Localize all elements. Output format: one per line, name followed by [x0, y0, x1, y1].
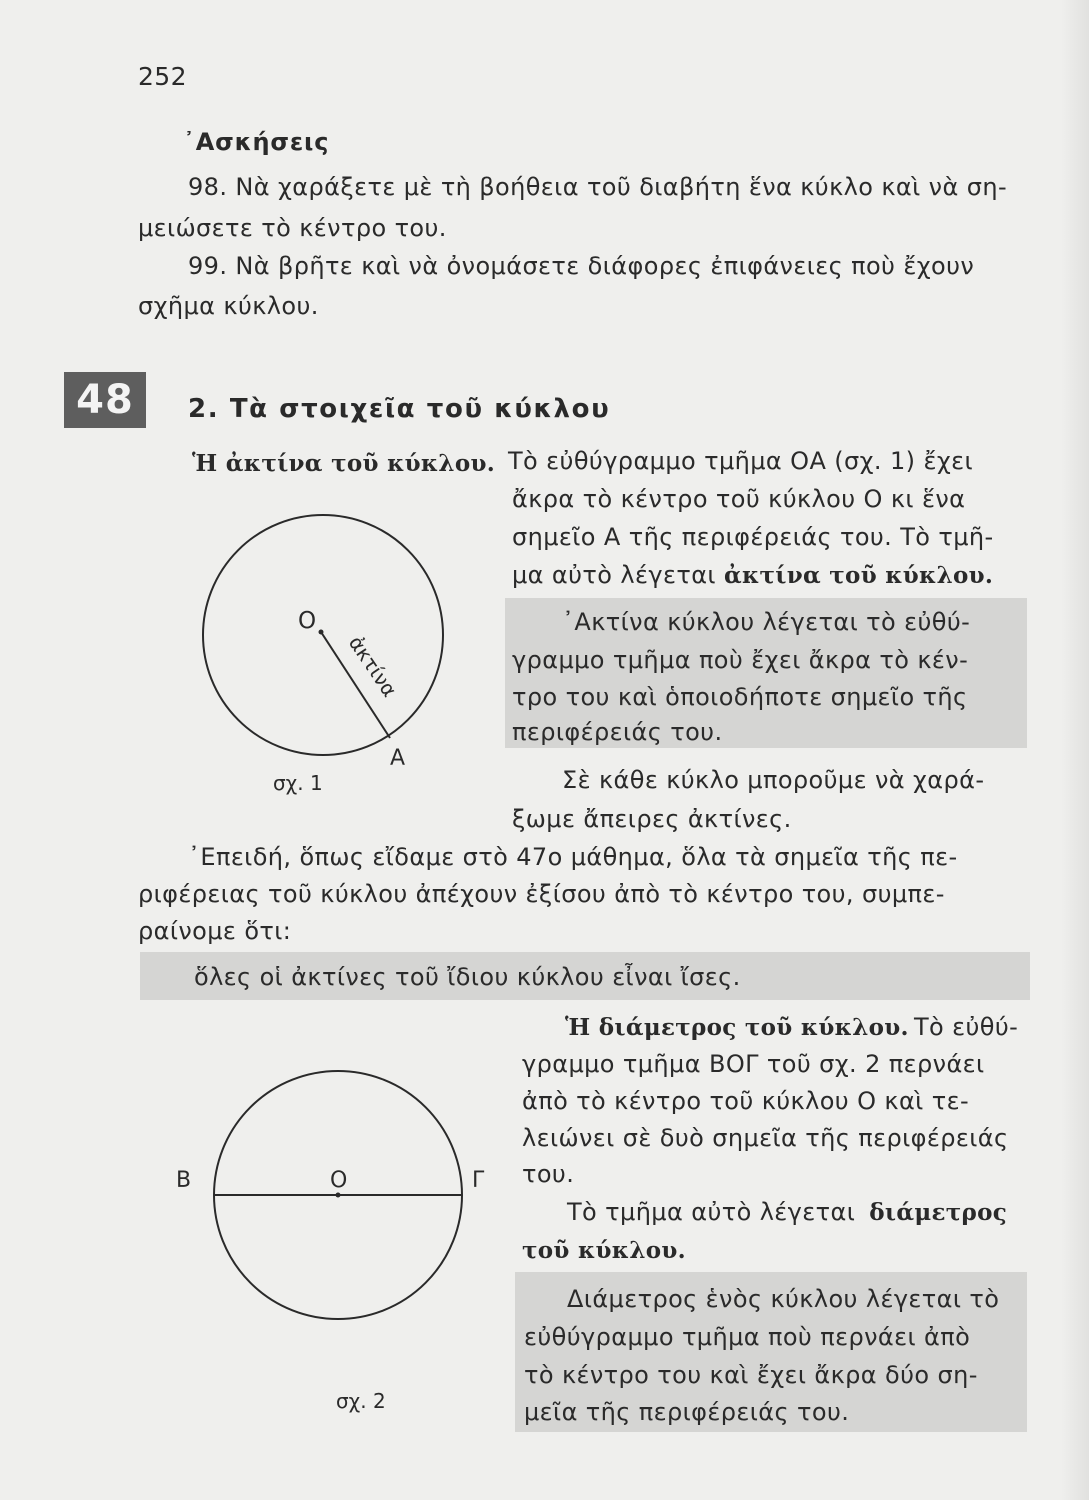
diameter-line-1-rest: Τὸ εὐθύ- [913, 1013, 1019, 1041]
diameter-definition-line-3: τὸ κέντρο του καὶ ἔχει ἄκρα δύο ση- [524, 1361, 978, 1389]
diameter-definition-line-2: εὐθύγραμμο τμῆμα ποὺ περνάει ἀπὸ [524, 1323, 971, 1351]
radius-term: Ἡ ἀκτίνα τοῦ κύκλου. [192, 450, 496, 477]
fig1-radius-label: ἀκτίνα [343, 631, 402, 702]
radius-text-line-2: ἄκρα τὸ κέντρο τοῦ κύκλου Ο κι ἕνα [512, 485, 966, 513]
diameter-term: Ἡ διάμετρος τοῦ κύκλου. [565, 1014, 909, 1041]
radius-definition-line-1: ᾿Ακτίνα κύκλου λέγεται τὸ εὐθύ- [562, 608, 971, 636]
page-number: 252 [138, 62, 187, 91]
diameter-line-1 [565, 1013, 1018, 1041]
exercises-heading: ᾿Ασκήσεις [183, 128, 330, 156]
conclusion-text: ὅλες οἱ ἀκτίνες τοῦ ἴδιου κύκλου εἶναι ἴσες. [194, 963, 741, 991]
fig2-left-label: Β [176, 1168, 192, 1193]
fig1-point-label: Α [390, 746, 406, 771]
radius-line-4-plain: μα αὐτὸ λέγεται [512, 561, 716, 589]
diameter-line-5: του. [522, 1160, 575, 1188]
fig1-center-point [319, 630, 324, 635]
fig1-center-label: Ο [298, 608, 317, 634]
diameter-called-bold-2: τοῦ κύκλου. [522, 1237, 686, 1264]
figure-2 [160, 1060, 500, 1420]
fig1-caption: σχ. 1 [273, 771, 323, 795]
radius-definition-line-3: τρο του καὶ ὁποιοδήποτε σημεῖο τῆς [512, 683, 968, 711]
diameter-line-3: ἀπὸ τὸ κέντρο τοῦ κύκλου Ο καὶ τε- [522, 1087, 970, 1115]
since-line-3: ραίνομε ὅτι: [138, 917, 292, 945]
diameter-line-4: λειώνει σὲ δυὸ σημεῖα τῆς περιφέρειάς [522, 1124, 1009, 1152]
fig2-center-label: Ο [330, 1168, 348, 1193]
radius-text-line-3: σημεῖο Α τῆς περιφέρειάς του. Τὸ τμῆ- [512, 523, 994, 551]
exercise-99-line-2: σχῆμα κύκλου. [138, 292, 319, 320]
diameter-called-line-1 [567, 1198, 1007, 1226]
page-edge-shadow [1061, 0, 1089, 1500]
fig2-right-label: Γ [472, 1168, 485, 1193]
exercise-98-line-1: 98. Νὰ χαράξετε μὲ τὴ βοήθεια τοῦ διαβήτη ἕνα κύκλο καὶ νὰ ση- [188, 173, 1008, 201]
exercise-99-line-1: 99. Νὰ βρῆτε καὶ νὰ ὀνομάσετε διάφορες ἐπιφάνειες ποὺ ἔχουν [188, 252, 975, 280]
radius-definition-line-2: γραμμο τμῆμα ποὺ ἔχει ἄκρα τὸ κέν- [512, 646, 969, 674]
radius-line-4-bold: ἀκτίνα τοῦ κύκλου. [723, 562, 994, 589]
diameter-line-2: γραμμο τμῆμα ΒΟΓ τοῦ σχ. 2 περνάει [522, 1050, 985, 1078]
lesson-title: 2. Τὰ στοιχεῖα τοῦ κύκλου [188, 394, 611, 424]
diameter-definition-line-4: μεῖα τῆς περιφέρειάς του. [524, 1398, 850, 1426]
many-radii-line-1: Σὲ κάθε κύκλο μποροῦμε νὰ χαρά- [562, 766, 985, 794]
fig2-center-point [336, 1193, 341, 1198]
many-radii-line-2: ξωμε ἄπειρες ἀκτίνες. [512, 805, 792, 833]
since-line-1: ᾿Επειδή, ὅπως εἴδαμε στὸ 47ο μάθημα, ὅλα τὰ σημεῖα τῆς πε- [188, 843, 958, 871]
since-line-2: ριφέρειας τοῦ κύκλου ἀπέχουν ἐξίσου ἀπὸ τὸ κέντρο του, συμπε- [138, 880, 945, 908]
radius-text-line-4 [512, 561, 993, 589]
lesson-number-badge: 48 [64, 372, 146, 428]
exercise-98-line-2: μειώσετε τὸ κέντρο του. [138, 214, 447, 242]
figure-1 [190, 500, 470, 800]
diameter-definition-line-1: Διάμετρος ἑνὸς κύκλου λέγεται τὸ [567, 1285, 1000, 1313]
diameter-called-bold-1: διάμετρος [869, 1199, 1008, 1226]
radius-definition-line-4: περιφέρειάς του. [512, 718, 723, 746]
diameter-called-plain: Τὸ τμῆμα αὐτὸ λέγεται [567, 1198, 856, 1226]
radius-text-line-1: Τὸ εὐθύγραμμο τμῆμα ΟΑ (σχ. 1) ἔχει [508, 447, 973, 475]
fig2-caption: σχ. 2 [336, 1389, 386, 1413]
